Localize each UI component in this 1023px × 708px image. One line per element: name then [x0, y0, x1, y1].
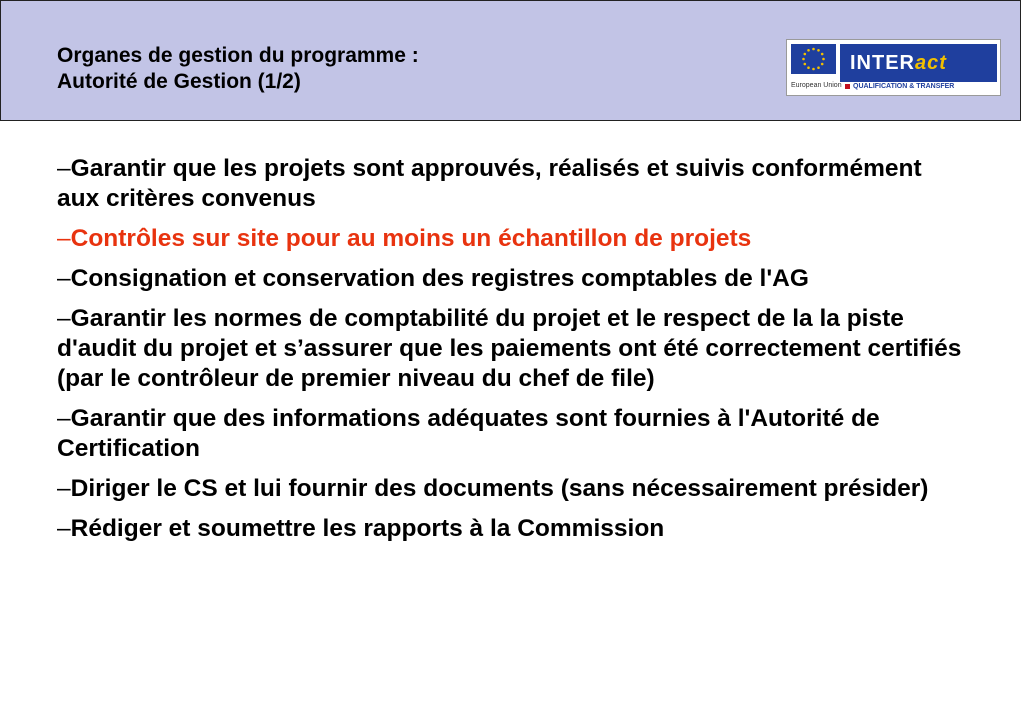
list-item	[57, 304, 962, 394]
list-item-highlight	[57, 224, 962, 254]
slide-header	[0, 0, 1021, 121]
brand-tagline	[845, 83, 954, 90]
list-item-text: Garantir que des informations adéquates sont fournies à l'Autorité de Certification	[57, 405, 880, 462]
square-bullet-icon	[845, 84, 850, 89]
list-item-text: Contrôles sur site pour au moins un échantillon de projets	[70, 225, 752, 252]
list-item	[57, 514, 962, 544]
list-item	[57, 154, 962, 214]
list-item	[57, 264, 962, 294]
title-line-1: Organes de gestion du programme :	[57, 44, 419, 67]
dash-bullet: –	[57, 225, 71, 252]
bullet-list	[57, 154, 962, 554]
eu-flag-icon	[791, 44, 836, 74]
list-item-text: Garantir que les projets sont approuvés, réalisés et suivis conformément aux critères convenus	[57, 155, 922, 212]
dash-bullet: –	[57, 265, 71, 292]
dash-bullet: –	[57, 515, 71, 542]
dash-bullet: –	[57, 475, 71, 502]
dash-bullet: –	[57, 405, 71, 432]
title-line-2: Autorité de Gestion (1/2)	[57, 70, 301, 93]
eu-label: European Union	[791, 82, 842, 89]
interact-logo	[786, 39, 1001, 96]
brand-box	[840, 44, 997, 82]
brand-accent: act	[915, 52, 947, 74]
brand-name	[850, 52, 947, 75]
list-item	[57, 474, 962, 504]
list-item-text: Rédiger et soumettre les rapports à la Commission	[70, 515, 665, 542]
dash-bullet: –	[57, 155, 71, 182]
list-item	[57, 404, 962, 464]
brand-main: INTER	[850, 52, 915, 74]
list-item-text: Diriger le CS et lui fournir des documents (sans nécessairement présider)	[70, 475, 929, 502]
dash-bullet: –	[57, 305, 71, 332]
list-item-text: Consignation et conservation des registres comptables de l'AG	[70, 265, 809, 292]
list-item-text: Garantir les normes de comptabilité du projet et le respect de la la piste d'audit du projet et s’assurer que les paiements ont été correctement certifiés (par le contrôleur de premier niveau du chef de file)	[57, 305, 962, 392]
tagline-text: QUALIFICATION & TRANSFER	[853, 83, 955, 90]
slide-title	[57, 43, 419, 95]
